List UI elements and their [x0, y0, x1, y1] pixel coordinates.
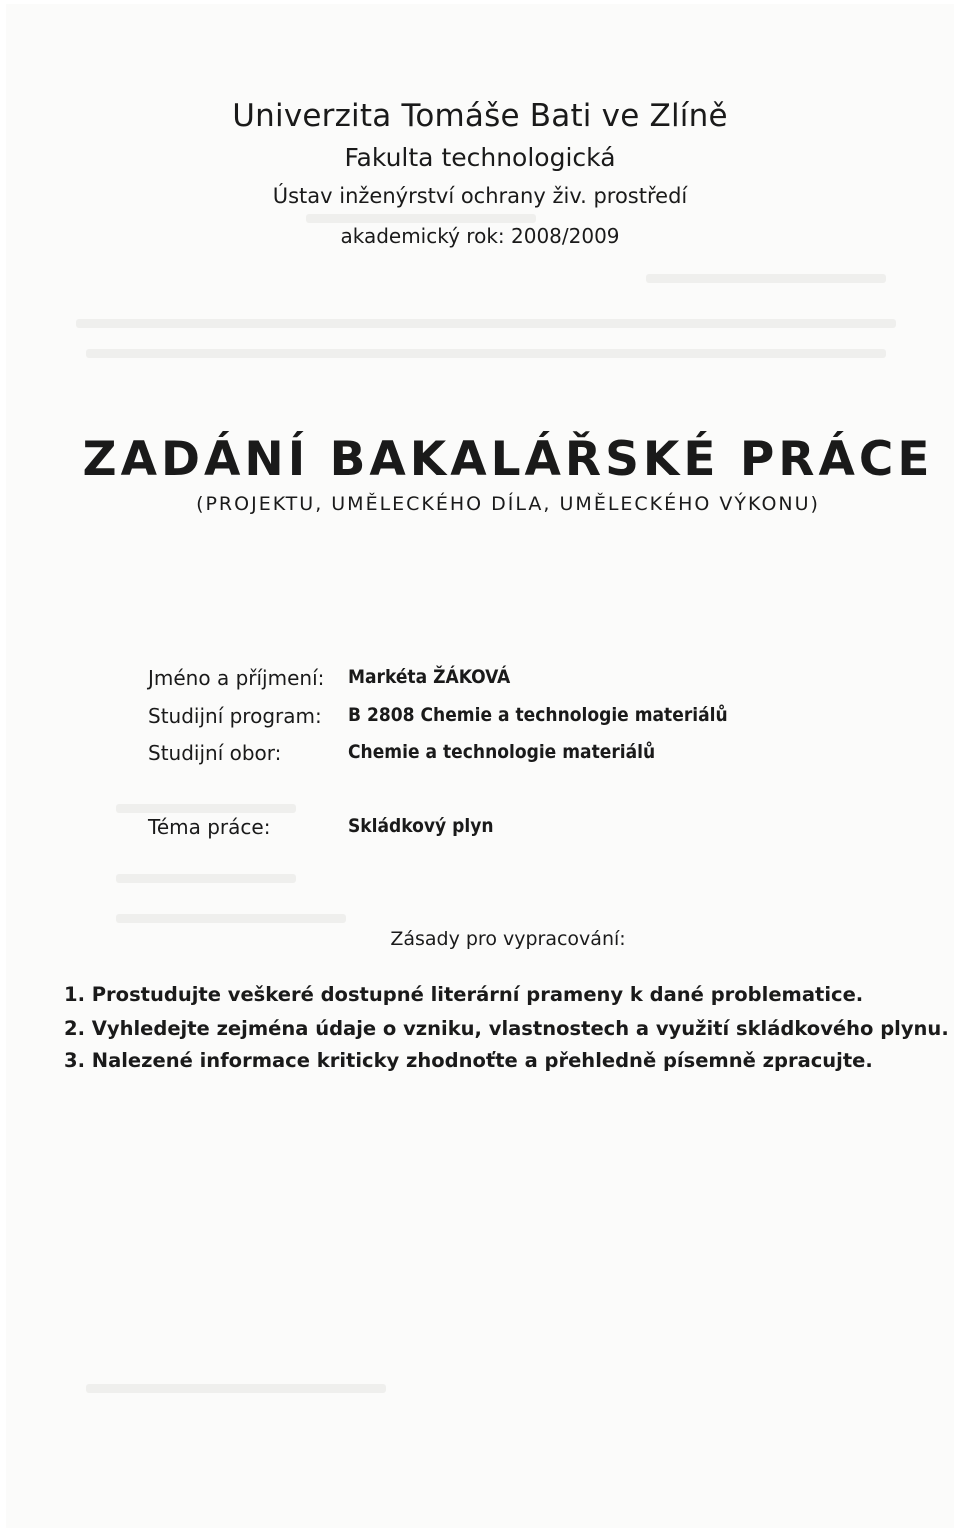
principles-heading: Zásady pro vypracování:: [390, 928, 626, 950]
principles-list: [64, 978, 949, 1077]
principle-item: 2. Vyhledejte zejména údaje o vzniku, vlastnostech a využití skládkového plynu.: [64, 1017, 949, 1040]
show-through-mark: [86, 1384, 386, 1393]
show-through-mark: [116, 874, 296, 883]
program-value: B 2808 Chemie a technologie materiálů: [348, 704, 728, 726]
institute-name: Ústav inženýrství ochrany živ. prostředí: [272, 184, 688, 208]
document-subtitle: (PROJEKTU, UMĚLECKÉHO DÍLA, UMĚLECKÉHO VÝKONU): [196, 493, 820, 515]
program-label: Studijní program:: [148, 704, 322, 728]
show-through-mark: [86, 349, 886, 358]
university-name: Univerzita Tomáše Bati ve Zlíně: [232, 98, 728, 134]
faculty-name: Fakulta technologická: [344, 143, 616, 172]
show-through-mark: [76, 319, 896, 328]
show-through-mark: [116, 914, 346, 923]
name-label: Jméno a příjmení:: [148, 666, 325, 690]
field-label: Studijní obor:: [148, 741, 282, 765]
topic-value: Skládkový plyn: [348, 815, 494, 837]
document-title: ZADÁNÍ BAKALÁŘSKÉ PRÁCE: [82, 432, 934, 487]
field-value: Chemie a technologie materiálů: [348, 741, 656, 763]
principle-item: 1. Prostudujte veškeré dostupné literární prameny k dané problematice.: [64, 983, 864, 1006]
show-through-mark: [116, 804, 296, 813]
name-value: Markéta ŽÁKOVÁ: [348, 666, 511, 688]
show-through-mark: [646, 274, 886, 283]
show-through-mark: [306, 214, 536, 223]
topic-label: Téma práce:: [148, 815, 271, 839]
academic-year: akademický rok: 2008/2009: [340, 224, 620, 248]
principle-item: 3. Nalezené informace kriticky zhodnoťte a přehledně písemně zpracujte.: [64, 1049, 873, 1072]
